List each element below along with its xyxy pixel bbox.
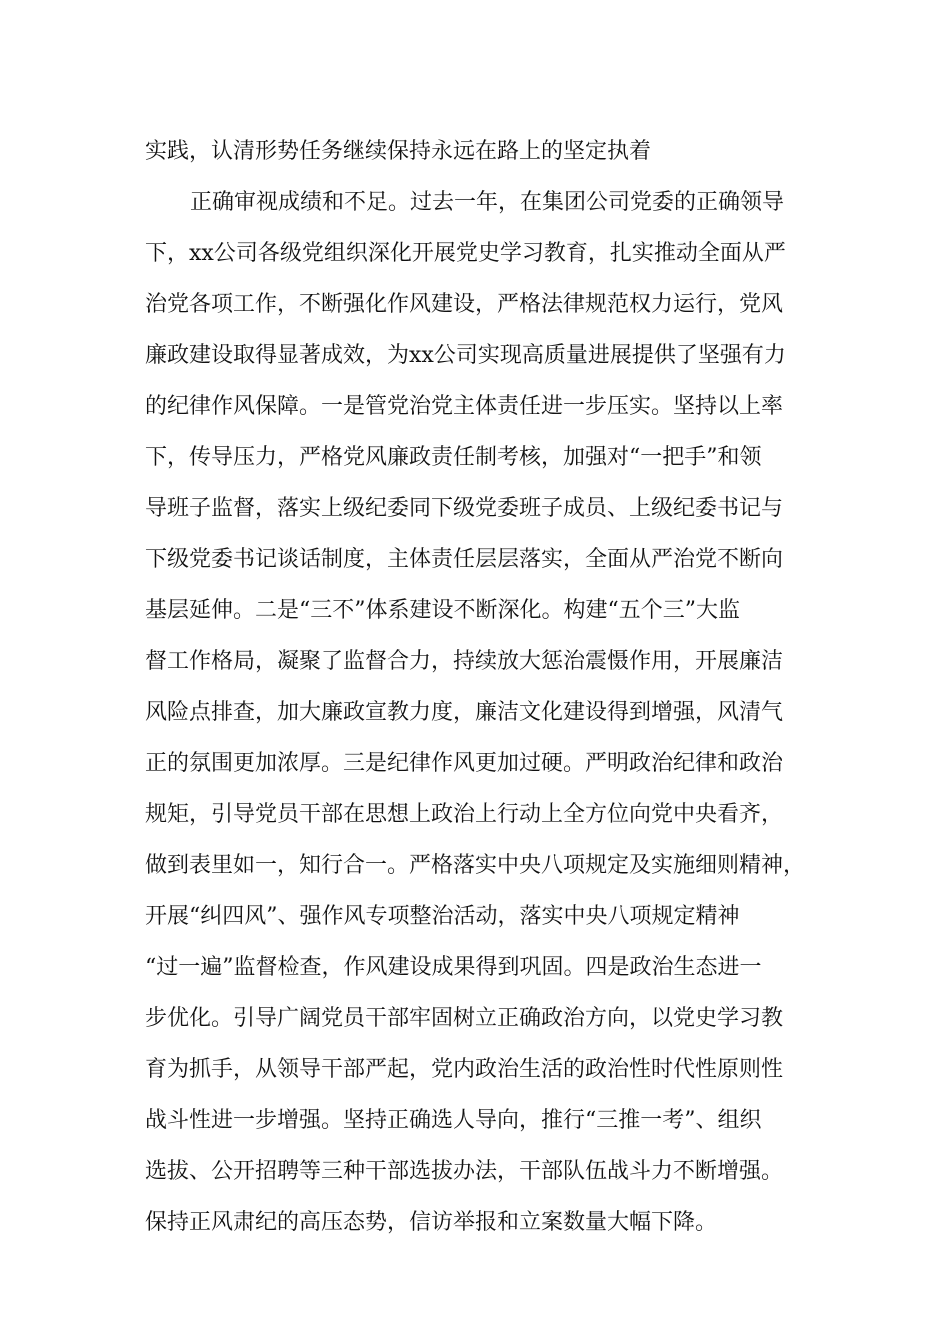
text-line: 风险点排查，加大廉政宣教力度，廉洁文化建设得到增强，风清气 — [145, 700, 784, 725]
paragraph-first-line: 正确审视成绩和不足。过去一年，在集团公司党委的正确领导 — [190, 190, 785, 215]
text-line: 下级党委书记谈话制度，主体责任层层落实，全面从严治党不断向 — [145, 547, 784, 572]
text-line: 基层延伸。二是“三不”体系建设不断深化。构建“五个三”大监 — [145, 598, 740, 623]
text-line: 做到表里如一，知行合一。严格落实中央八项规定及实施细则精神， — [145, 853, 806, 878]
text-line: 育为抓手，从领导干部严起，党内政治生活的政治性时代性原则性 — [145, 1057, 784, 1082]
text-line: 导班子监督，落实上级纪委同下级党委班子成员、上级纪委书记与 — [145, 496, 784, 521]
text-line: 下，xx公司各级党组织深化开展党史学习教育，扎实推动全面从严 — [145, 241, 786, 266]
text-line: 规矩，引导党员干部在思想上政治上行动上全方位向党中央看齐， — [145, 802, 784, 827]
text-line: 实践，认清形势任务继续保持永远在路上的坚定执着 — [145, 139, 652, 164]
text-line: 督工作格局，凝聚了监督合力，持续放大惩治震慑作用，开展廉洁 — [145, 649, 784, 674]
text-line: “过一遍”监督检查，作风建设成果得到巩固。四是政治生态进一 — [145, 955, 762, 980]
text-line: 步优化。引导广阔党员干部牢固树立正确政治方向，以党史学习教 — [145, 1006, 784, 1031]
text-line: 治党各项工作，不断强化作风建设，严格法律规范权力运行，党风 — [145, 292, 784, 317]
text-line: 战斗性进一步增强。坚持正确选人导向，推行“三推一考”、组织 — [145, 1108, 762, 1133]
text-line: 的纪律作风保障。一是管党治党主体责任进一步压实。坚持以上率 — [145, 394, 784, 419]
text-line: 下，传导压力，严格党风廉政责任制考核，加强对“一把手”和领 — [145, 445, 762, 470]
text-line: 开展“纠四风”、强作风专项整治活动，落实中央八项规定精神 — [145, 904, 740, 929]
text-line: 廉政建设取得显著成效，为xx公司实现高质量进展提供了坚强有力 — [145, 343, 786, 368]
text-line: 正的氛围更加浓厚。三是纪律作风更加过硬。严明政治纪律和政治 — [145, 751, 784, 776]
text-line: 保持正风肃纪的高压态势，信访举报和立案数量大幅下降。 — [145, 1210, 718, 1235]
text-line: 选拔、公开招聘等三种干部选拔办法，干部队伍战斗力不断增强。 — [145, 1159, 784, 1184]
